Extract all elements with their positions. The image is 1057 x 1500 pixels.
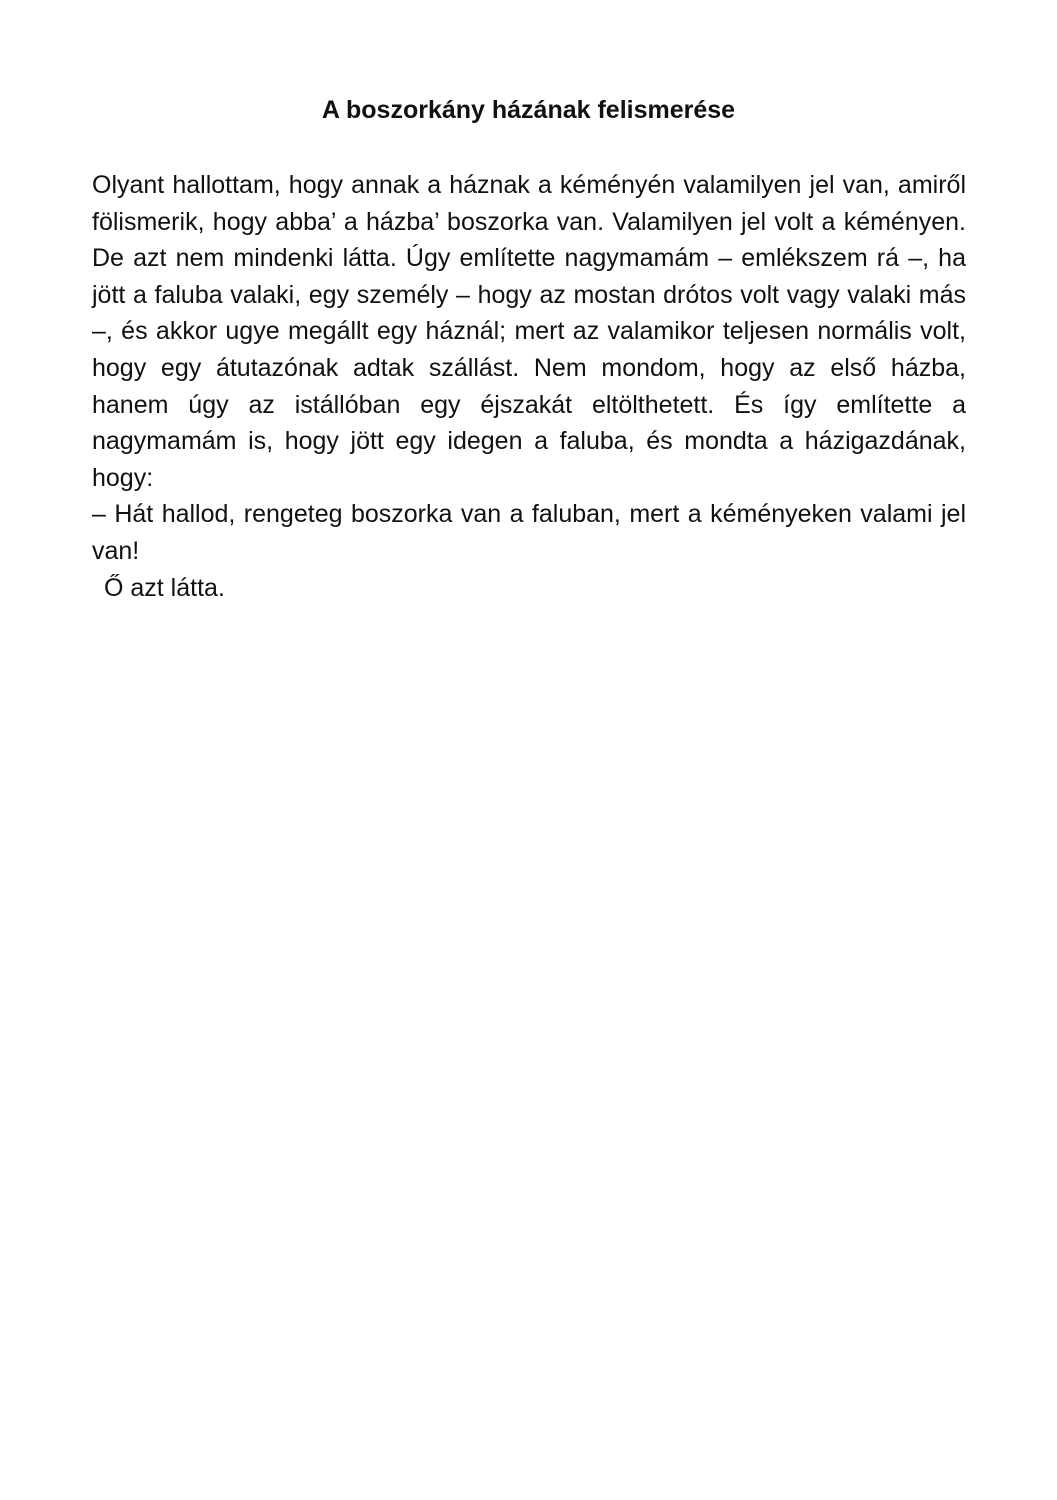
- paragraph-closing: Ő azt látta.: [104, 573, 225, 602]
- document-title: A boszorkány házának felismerése: [321, 96, 736, 124]
- paragraph-dialogue: – Hát hallod, rengeteg boszorka van a faluban, mert a kéményeken valami jel van!: [92, 500, 966, 565]
- document-body: [92, 167, 966, 606]
- paragraph-narrative: Olyant hallottam, hogy annak a háznak a kéményén valamilyen jel van, amiről fölismerik, hogy abba’ a házba’ boszorka van. Valamilyen jel volt a kéményen. De azt nem mindenki látta. Úgy említette nagymamám – emlékszem rá –, ha jött a faluba valaki, egy személy – hogy az mostan drótos volt vagy valaki más –, és akkor ugye megállt egy háznál; mert az valamikor teljesen normális volt, hogy egy átutazónak adtak szállást. Nem mondom, hogy az első házba, hanem úgy az istállóban egy éjszakát eltölthetett. És így említette a nagymamám is, hogy jött egy idegen a faluba, és mondta a házigazdának, hogy:: [92, 171, 966, 492]
